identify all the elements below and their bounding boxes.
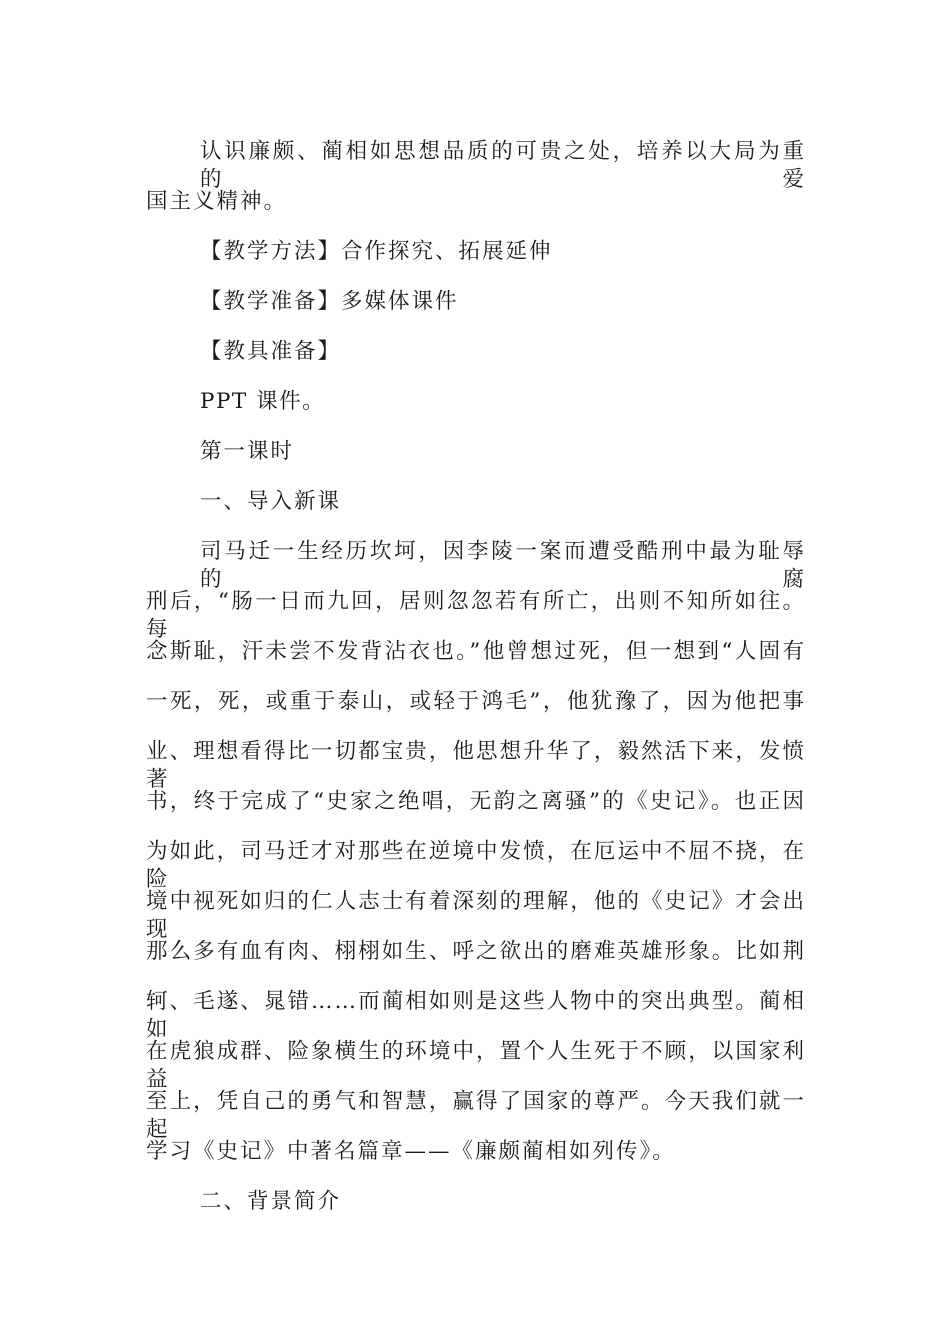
lesson-title: 第一课时	[200, 439, 295, 464]
paragraph-1-line-1: 认识廉颇、蔺相如思想品质的可贵之处，培养以大局为重的爱	[200, 139, 806, 192]
paragraph-2-line-11: 在虎狼成群、险象横生的环境中，置个人生死于不顾，以国家利益	[146, 1039, 806, 1092]
paragraph-2-line-4: 一死，死，或重于泰山，或轻于鸿毛”，他犹豫了，因为他把事	[146, 689, 806, 714]
paragraph-2-line-9: 那么多有血有肉、栩栩如生、呼之欲出的磨难英雄形象。比如荆	[146, 939, 806, 964]
paragraph-2-line-12: 至上，凭自己的勇气和智慧，赢得了国家的尊严。今天我们就一起	[146, 1089, 806, 1142]
section-heading-background: 二、背景简介	[200, 1189, 342, 1214]
paragraph-2-line-7: 为如此，司马迁才对那些在逆境中发愤，在厄运中不屈不挠，在险	[146, 839, 806, 892]
ppt-courseware: PPT 课件。	[200, 389, 326, 414]
paragraph-2-line-1: 司马迁一生经历坎坷，因李陵一案而遭受酷刑中最为耻辱的腐	[200, 539, 806, 592]
paragraph-2-line-13: 学习《史记》中著名篇章——《廉颇蔺相如列传》。	[146, 1139, 676, 1164]
paragraph-1-line-2: 国主义精神。	[146, 189, 288, 214]
paragraph-2-line-10: 轲、毛遂、晁错……而蔺相如则是这些人物中的突出典型。蔺相如	[146, 989, 806, 1042]
paragraph-2-line-2: 刑后，“肠一日而九回，居则忽忽若有所亡，出则不知所如往。每	[146, 589, 806, 642]
paragraph-2-line-3: 念斯耻，汗未尝不发背沾衣也。”他曾想过死，但一想到“人固有	[146, 639, 806, 664]
teaching-method: 【教学方法】合作探究、拓展延伸	[200, 239, 553, 264]
paragraph-2-line-6: 书，终于完成了“史家之绝唱，无韵之离骚”的《史记》。也正因	[146, 789, 806, 814]
teaching-tools-preparation: 【教具准备】	[200, 339, 342, 364]
teaching-preparation: 【教学准备】多媒体课件	[200, 289, 459, 314]
paragraph-2-line-5: 业、理想看得比一切都宝贵，他思想升华了，毅然活下来，发愤著	[146, 739, 806, 792]
section-heading-intro: 一、导入新课	[200, 489, 342, 514]
paragraph-2-line-8: 境中视死如归的仁人志士有着深刻的理解，他的《史记》才会出现	[146, 889, 806, 942]
